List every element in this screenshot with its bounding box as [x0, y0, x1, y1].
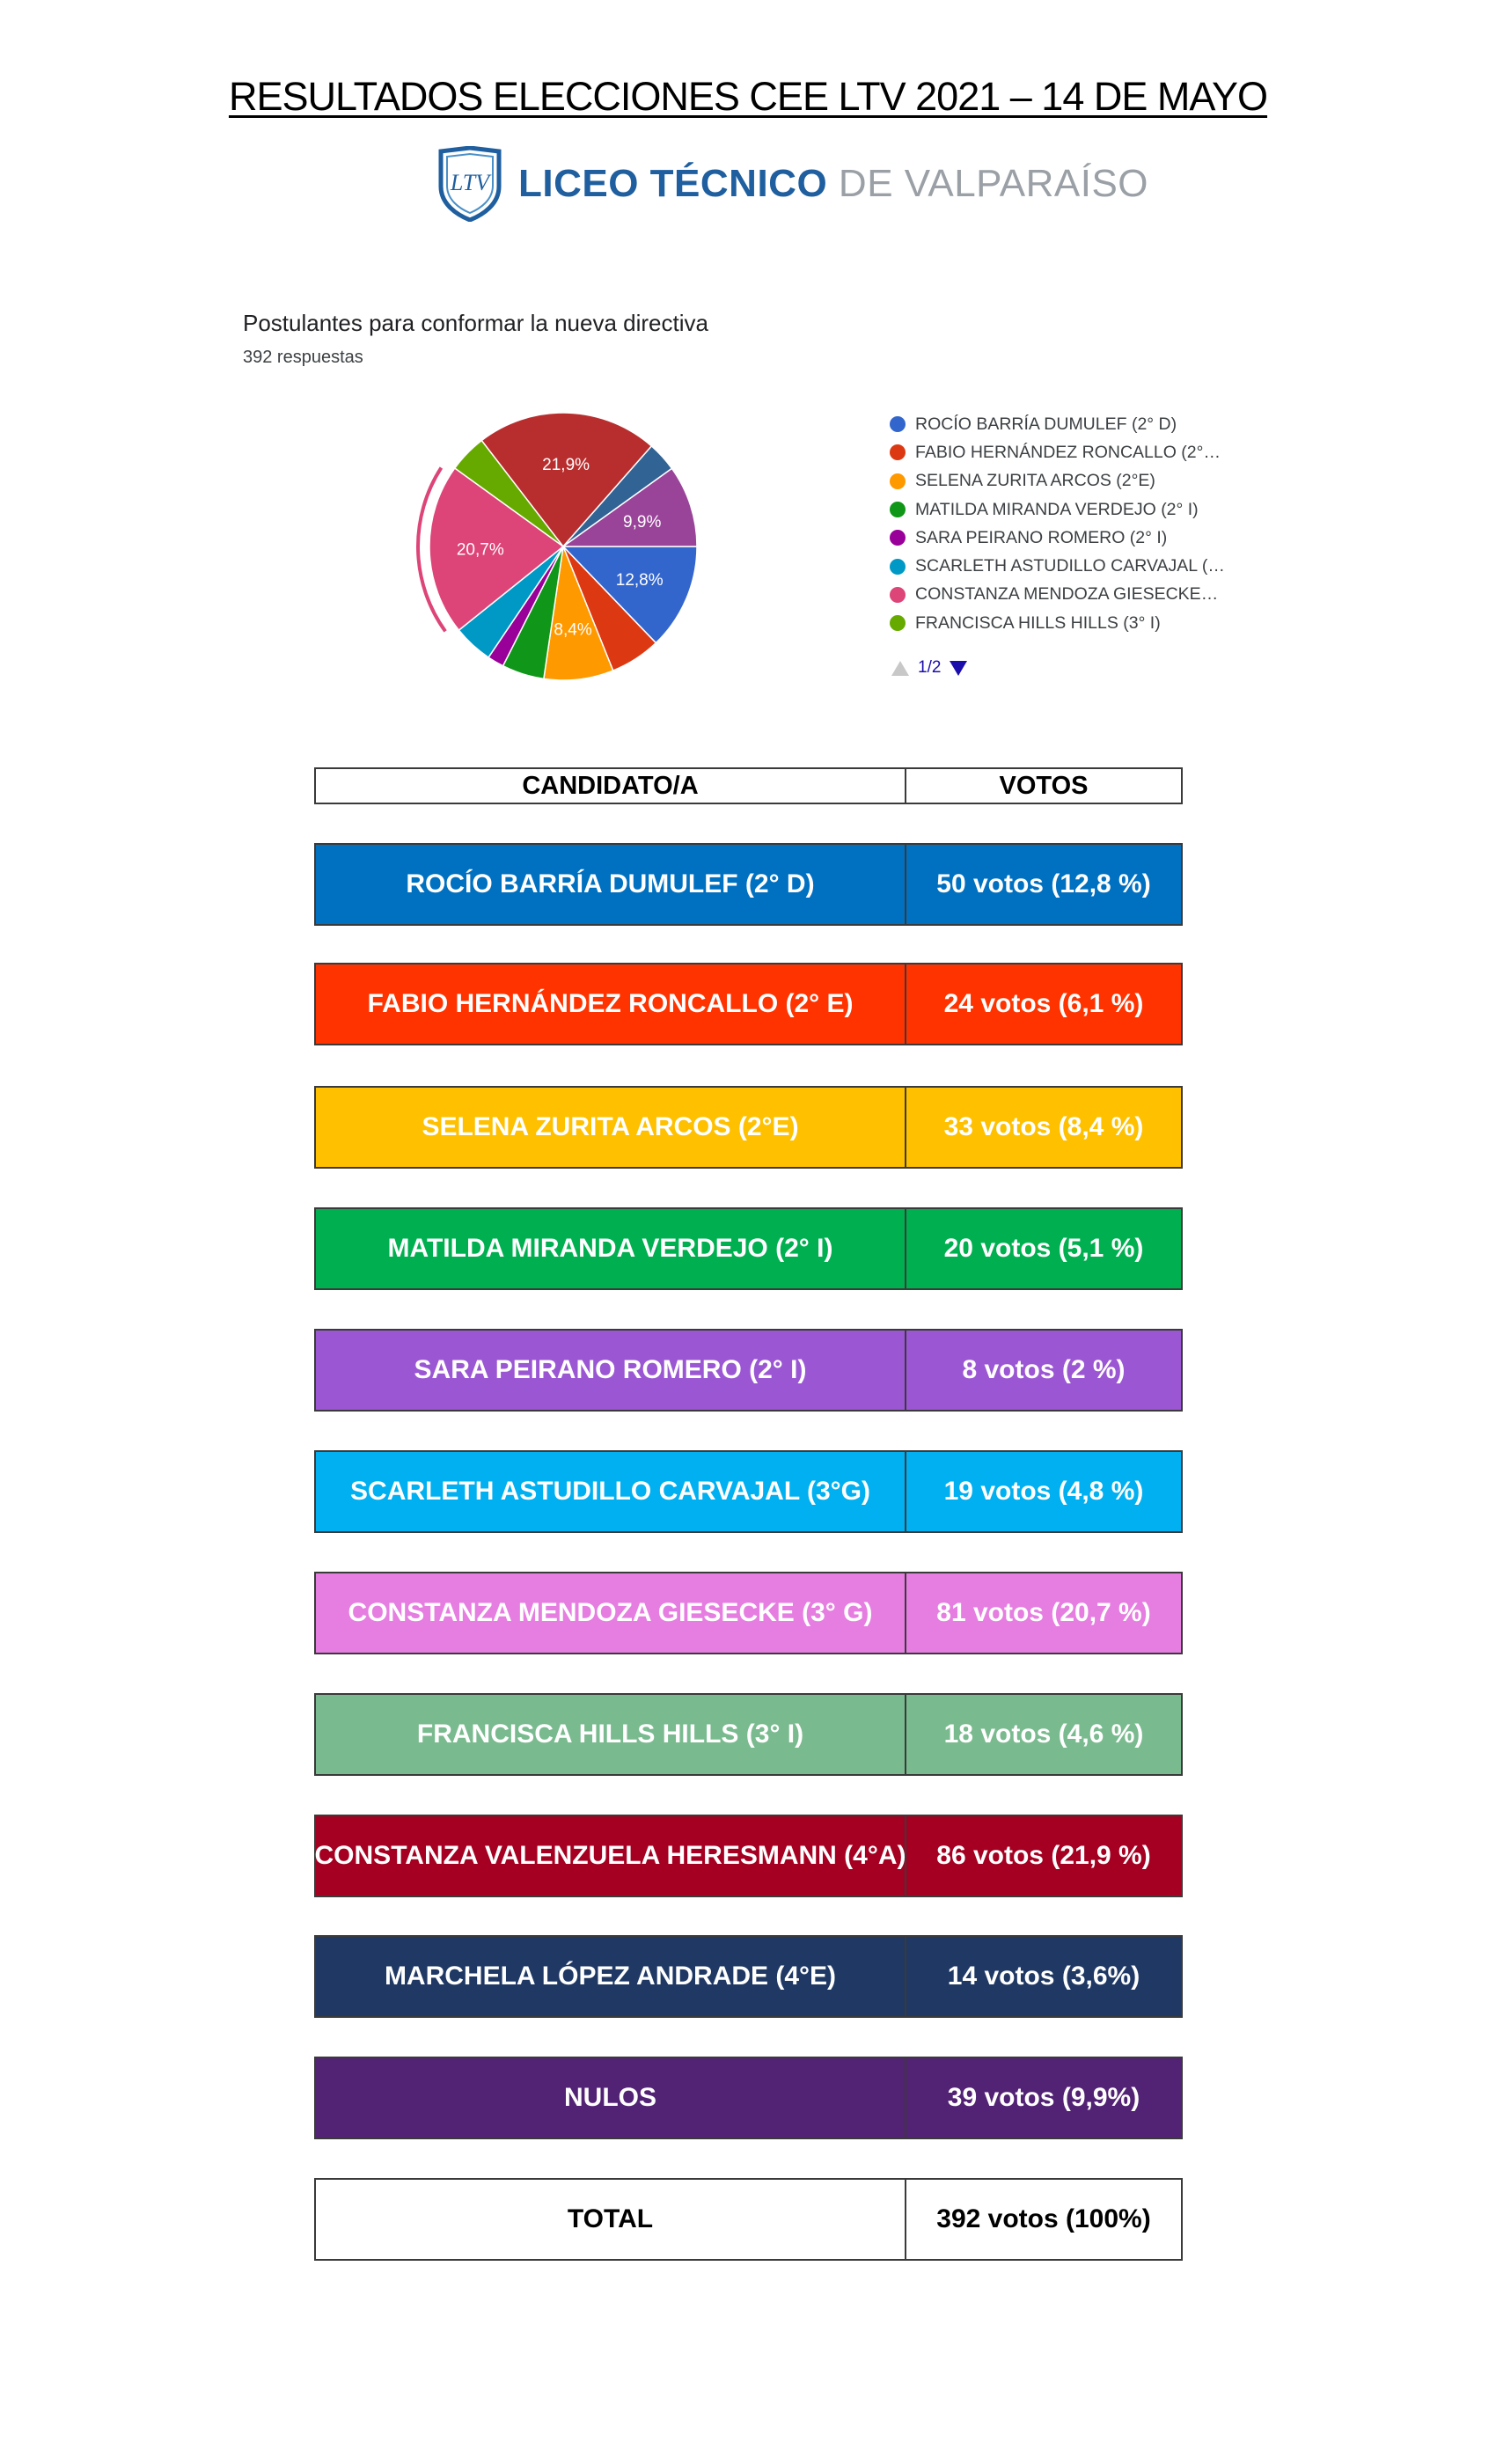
logo-text-light: DE VALPARAÍSO	[838, 162, 1149, 205]
candidate-votes: 39 votos (9,9%)	[947, 2083, 1140, 2112]
table-row	[314, 963, 1183, 1045]
legend-item	[890, 467, 1225, 495]
legend-label: FRANCISCA HILLS HILLS (3° I)	[915, 612, 1161, 633]
legend-pager	[891, 658, 967, 678]
table-row	[314, 1815, 1183, 1897]
slice-label: 8,4%	[554, 620, 592, 640]
candidate-votes: 18 votos (4,6 %)	[943, 1720, 1144, 1749]
legend-item	[890, 438, 1225, 466]
candidate-name: SARA PEIRANO ROMERO (2° I)	[316, 1331, 906, 1410]
table-header	[314, 767, 1183, 804]
table-row	[314, 1329, 1183, 1412]
candidate-name: FABIO HERNÁNDEZ RONCALLO (2° E)	[316, 964, 906, 1044]
candidate-votes: 81 votos (20,7 %)	[936, 1598, 1151, 1627]
candidate-votes: 50 votos (12,8 %)	[936, 869, 1151, 898]
shield-logo-icon	[437, 146, 502, 222]
table-row	[314, 1935, 1183, 2018]
legend-item	[890, 524, 1225, 552]
candidate-votes: 14 votos (3,6%)	[947, 1962, 1140, 1991]
candidate-votes: 8 votos (2 %)	[962, 1355, 1126, 1384]
candidate-name: FRANCISCA HILLS HILLS (3° I)	[316, 1695, 906, 1774]
legend-label: CONSTANZA MENDOZA GIESECKE…	[915, 584, 1219, 605]
response-count: 392 respuestas	[243, 348, 363, 367]
page-title: RESULTADOS ELECCIONES CEE LTV 2021 – 14 DE MAYO	[228, 74, 1268, 119]
slice-label: 9,9%	[623, 513, 662, 532]
legend-swatch	[890, 502, 906, 517]
page-down-icon[interactable]	[950, 661, 967, 676]
legend-item	[890, 552, 1225, 580]
form-question: Postulantes para conformar la nueva directiva	[243, 310, 708, 336]
legend-label: SCARLETH ASTUDILLO CARVAJAL (…	[915, 556, 1225, 576]
candidate-votes: 24 votos (6,1 %)	[943, 989, 1144, 1018]
legend-label: SARA PEIRANO ROMERO (2° I)	[915, 527, 1168, 547]
legend-label: FABIO HERNÁNDEZ RONCALLO (2°…	[915, 442, 1221, 462]
header-candidate: CANDIDATO/A	[316, 769, 906, 803]
candidate-name: MATILDA MIRANDA VERDEJO (2° I)	[316, 1209, 906, 1288]
legend-swatch	[890, 615, 906, 631]
logo-text-bold: LICEO TÉCNICO	[518, 162, 828, 205]
chart-legend	[890, 410, 1225, 637]
candidate-votes: 19 votos (4,8 %)	[943, 1477, 1144, 1506]
legend-label: ROCÍO BARRÍA DUMULEF (2° D)	[915, 414, 1177, 434]
total-row	[314, 2178, 1183, 2261]
legend-label: SELENA ZURITA ARCOS (2°E)	[915, 471, 1155, 491]
table-row	[314, 1693, 1183, 1776]
pie-chart	[414, 401, 713, 700]
table-row	[314, 1207, 1183, 1290]
candidate-name: ROCÍO BARRÍA DUMULEF (2° D)	[316, 845, 906, 924]
slice-label: 21,9%	[542, 455, 590, 474]
logo-initials: LTV	[450, 170, 490, 195]
school-logo	[437, 144, 1148, 224]
candidate-name: MARCHELA LÓPEZ ANDRADE (4°E)	[316, 1937, 906, 2016]
table-row	[314, 1572, 1183, 1654]
candidate-name: SELENA ZURITA ARCOS (2°E)	[316, 1088, 906, 1167]
candidate-votes: 86 votos (21,9 %)	[936, 1841, 1151, 1870]
legend-swatch	[890, 559, 906, 575]
candidate-votes: 33 votos (8,4 %)	[943, 1112, 1144, 1141]
legend-swatch	[890, 473, 906, 489]
candidate-name: CONSTANZA MENDOZA GIESECKE (3° G)	[316, 1573, 906, 1653]
legend-item	[890, 495, 1225, 524]
candidate-name: NULOS	[316, 2058, 906, 2138]
candidate-votes: 20 votos (5,1 %)	[943, 1234, 1144, 1263]
legend-item	[890, 609, 1225, 637]
table-row	[314, 1450, 1183, 1533]
table-row	[314, 843, 1183, 926]
total-votes: 392 votos (100%)	[936, 2204, 1151, 2233]
table-row	[314, 2057, 1183, 2139]
legend-swatch	[890, 587, 906, 603]
legend-swatch	[890, 416, 906, 432]
slice-label: 12,8%	[615, 570, 664, 590]
legend-swatch	[890, 530, 906, 546]
legend-item	[890, 581, 1225, 609]
legend-swatch	[890, 444, 906, 460]
pager-label: 1/2	[918, 658, 942, 677]
legend-item	[890, 410, 1225, 438]
candidate-name: CONSTANZA VALENZUELA HERESMANN (4°A)	[316, 1816, 906, 1896]
legend-label: MATILDA MIRANDA VERDEJO (2° I)	[915, 499, 1199, 519]
header-votes: VOTOS	[999, 771, 1089, 800]
table-row	[314, 1086, 1183, 1169]
candidate-name: SCARLETH ASTUDILLO CARVAJAL (3°G)	[316, 1452, 906, 1531]
slice-label: 20,7%	[456, 540, 504, 560]
total-label: TOTAL	[316, 2180, 906, 2259]
page-up-icon[interactable]	[891, 661, 909, 676]
